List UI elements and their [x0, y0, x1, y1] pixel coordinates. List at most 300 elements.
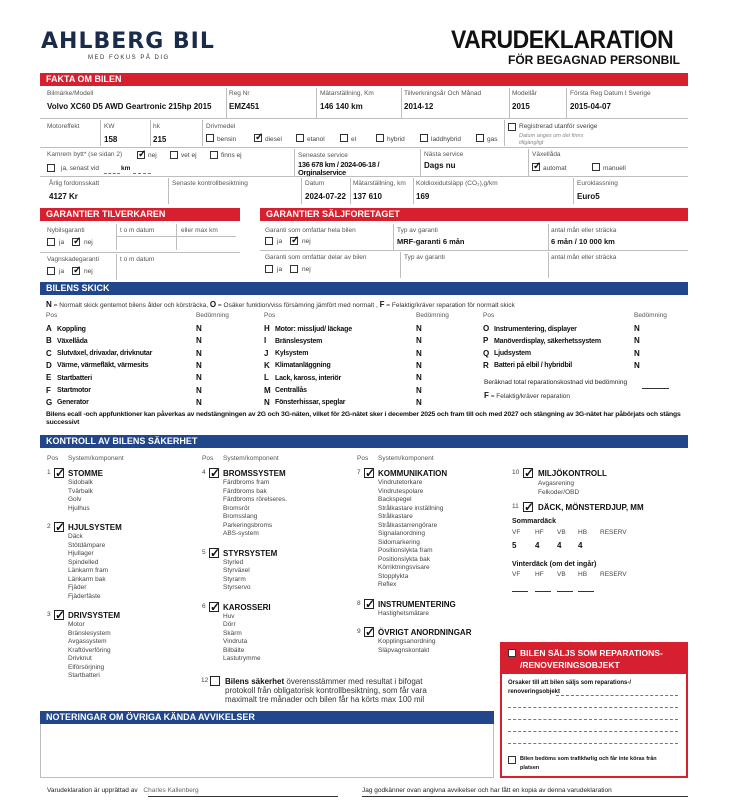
vinter-blank-3[interactable] [578, 591, 594, 592]
kontroll-col1-sys-label: System/komponent [68, 455, 124, 462]
skick-col1-name-1: Växellåda [57, 337, 88, 345]
kontroll-col3-pos-label: Pos [357, 455, 369, 462]
kontroll-11-title: DÄCK, MÖNSTERDJUP, MM [538, 503, 644, 512]
vinter-blank-2[interactable] [557, 591, 573, 592]
skick-note: Bilens ecall -och appfunktioner kan påverkas av nedstängningen av 2G och 3G-näten, vilket för 2G-nätet sker i december 2025 och fram till och med 2027 och stängning av 3G-nätet har påbörjats och stängs successivt [46, 411, 681, 426]
kontroll-11-checkbox[interactable] [523, 502, 533, 512]
skick-col2-grade-3: N [416, 360, 422, 370]
vinterdack-label: Vinterdäck (om det ingår) [512, 561, 597, 568]
nybil-tom-label: t o m datum [120, 227, 155, 234]
vinter-header-0: VF [512, 571, 521, 578]
kamrem-senast-checkbox[interactable] [47, 164, 55, 172]
kontroll-7-item-0: Vindrutetorkare [378, 479, 423, 486]
kontroll-3-title: DRIVSYSTEM [68, 611, 121, 620]
drivmedel-0-checkbox[interactable] [206, 134, 214, 142]
repair-box [500, 642, 688, 778]
vagnskada-tom-label: t o m datum [120, 256, 155, 263]
repair-confirm2: platsen [520, 765, 540, 771]
skick-col1-letter-1: B [46, 336, 52, 346]
skick-col2-grade-5: N [416, 385, 422, 395]
kontroll-1-item-2: Golv [68, 496, 82, 503]
delar-nej-checkbox[interactable] [290, 265, 298, 273]
fakta-label-0: Bilmärke/Modell [47, 90, 94, 97]
kontroll-6-num: 6 [202, 602, 206, 610]
kontroll-11-num: 11 [512, 503, 519, 510]
drivmedel-2-checkbox[interactable] [296, 134, 304, 142]
kontroll-datum-label: Datum [305, 180, 325, 187]
kamrem-0-label: nej [148, 152, 157, 159]
skick-heading: BILENS SKICK [40, 282, 688, 295]
repair-orsak1: Orsaker till att bilen säljs som reparations-/ [508, 680, 632, 686]
garantier-saljforetaget-heading: GARANTIER SÄLJFORETAGET [260, 208, 688, 221]
kontroll-5-title: STYRSYSTEM [223, 548, 278, 558]
kontroll-4-item-2: Färdbroms rörelseres. [223, 496, 287, 503]
kamrem-senast-label: ja, senast vid [61, 165, 99, 172]
kontroll-7-item-1: Vindrutespolare [378, 487, 424, 495]
delar-nej-label: nej [302, 266, 311, 273]
co2-label: Koldioxidutsläpp (CO₂),g/km [416, 180, 498, 187]
kw-label: KW [104, 123, 115, 130]
skick-col1-letter-6: G [46, 397, 53, 407]
vinter-blank-0[interactable] [512, 591, 528, 592]
kontroll-3-checkbox-check-icon: ✓ [55, 608, 66, 622]
kamrem-0-checkbox[interactable] [137, 151, 145, 159]
kamrem-1-label: vet ej [181, 152, 197, 159]
sommar-header-1: HF [535, 529, 544, 536]
typ-garanti-value: MRF-garanti 6 mån [397, 237, 465, 246]
drivmedel-1-checkbox-check-icon: ✓ [255, 132, 264, 143]
drivmedel-1-checkbox[interactable] [254, 134, 262, 142]
nybil-ja-checkbox[interactable] [47, 238, 55, 246]
kostnad-label: Beräknad total reparationskostnad vid bedömning [484, 379, 628, 386]
kontroll-8-checkbox[interactable] [364, 596, 376, 611]
kontroll-1-checkbox-check-icon: ✓ [55, 466, 66, 480]
kontroll-1-num: 1 [47, 469, 51, 476]
kontroll-4-num: 4 [202, 469, 206, 476]
kontroll-8-item-0: Hastighetsmätare [378, 609, 429, 617]
vaxel-1-label: manuell [603, 165, 626, 172]
kontroll-10-item-1: Felkoder/OBD [538, 488, 580, 496]
hela-label: Garanti som omfattar hela bilen [265, 227, 356, 234]
drivmedel-4-label: hybrid [387, 136, 405, 143]
skick-col1-letter-5: F [46, 385, 51, 395]
drivmedel-2-label: etanol [307, 136, 325, 143]
skick-col2-letter-5: M [264, 385, 271, 395]
nybil-ja-label: ja [59, 239, 65, 246]
kontroll-6-checkbox-check-icon: ✓ [210, 599, 221, 614]
sakerhet-num: 12 [201, 677, 209, 684]
skick-col1-grade-4: N [196, 373, 202, 383]
kontroll-3-item-5: Elförsörjning [68, 663, 105, 671]
kontroll-7-item-3: Strålkastare inställning [378, 504, 444, 512]
drivmedel-5-label: laddhybrid [431, 136, 461, 143]
hela-nej-label: nej [302, 238, 311, 245]
hela-nej-checkbox[interactable]: ✓ [291, 235, 300, 246]
skick-col3-letter-0: O [483, 324, 490, 333]
registrerad-checkbox[interactable] [508, 123, 516, 131]
sommar-header-3: HB [578, 529, 588, 536]
skick-col3-grade-0: N [634, 324, 640, 333]
skick-col1-bed-label: Bedömning [196, 312, 229, 319]
vaxel-0-label: automat [543, 165, 567, 172]
euro-value: Euro5 [577, 192, 600, 201]
vinter-header-4: RESERV [600, 571, 627, 578]
skick-col3-letter-2: Q [483, 348, 490, 358]
fakta-divider-0 [226, 88, 227, 118]
garantier-tillverkaren-heading: GARANTIER TILVERKAREN [40, 208, 240, 221]
kontroll-1-item-3: Hjulhus [68, 504, 90, 512]
kontroll-9-num: 9 [357, 628, 361, 635]
kw-value: 158 [104, 135, 118, 144]
kontroll-5-checkbox[interactable] [209, 545, 221, 560]
vinter-header-1: HF [535, 571, 544, 578]
delar-ja-label: ja [277, 266, 283, 273]
skick-col3-name-0: Instrumentering, displayer [494, 325, 577, 333]
kontroll-5-item-3: Styrservo [223, 584, 251, 591]
sommar-value-2: 4 [557, 541, 562, 550]
skick-col2-letter-0: H [264, 324, 270, 333]
kontroll-2-item-4: Länkarm fram [68, 567, 109, 574]
brand-logo: AHLBERG BIL [41, 29, 215, 54]
sakerhet-checkbox[interactable] [210, 676, 220, 686]
skick-legend: N = Normalt skick gentemot bilens ålder och körsträcka, O = Osäker funktion/viss försämring jämfört med normalt , F = Felaktig/kräver reparation för normalt skick [46, 300, 515, 309]
vagnskada-label: Vagnskadegaranti [47, 256, 99, 263]
fakta-divider-2 [401, 88, 402, 118]
skick-col2-grade-1: N [416, 336, 422, 346]
kontroll-9-title: ÖVRIGT ANORDNINGAR [378, 628, 472, 637]
skick-col3-bed-label: Bedömning [634, 312, 667, 319]
kontroll-10-item-0: Avgasrening [538, 480, 575, 487]
skick-col2-name-5: Centrallås [275, 387, 307, 394]
kontroll-9-checkbox[interactable] [364, 627, 374, 637]
repair-title1: BILEN SÄLJS SOM REPARATIONS- [520, 648, 663, 658]
skick-col1-grade-2: N [196, 348, 202, 358]
drivmedel-3-checkbox[interactable] [340, 134, 348, 142]
kontroll-5-item-0: Styrled [223, 558, 244, 566]
fakta-divider-3 [509, 88, 510, 118]
kontroll-2-num: 2 [47, 523, 51, 530]
skick-col3-pos-label: Pos [483, 312, 495, 319]
kontroll-7-item-8: Positionslykta fram [378, 547, 433, 554]
fakta-divider-1 [316, 88, 317, 118]
kontroll-3-item-0: Motor [68, 621, 85, 628]
nybil-eller-label: eller max km [181, 227, 218, 234]
skick-col2-grade-6: N [416, 397, 422, 407]
hela-ja-label: ja [277, 238, 283, 245]
fakta-value-3: 2014-12 [404, 102, 434, 111]
skick-col1-name-3: Värme, värmefläkt, värmesits [57, 362, 149, 370]
kontroll-11-checkbox-check-icon: ✓ [524, 500, 535, 514]
sakerhet-line1: Bilens säkerhet överensstämmer med resultat i bifogat [225, 677, 423, 686]
skick-col1-letter-3: D [46, 360, 52, 370]
kontroll-3-item-4: Drivknut [68, 655, 92, 662]
fakta-label-3: Tillverkningsår Och Månad [404, 90, 482, 97]
kontroll-4-title: BROMSSYSTEM [223, 469, 286, 478]
drivmedel-label: Drivmedel [206, 123, 236, 130]
kontroll-6-checkbox[interactable] [209, 599, 221, 614]
kontroll-8-num: 8 [357, 599, 361, 607]
kamrem-2-checkbox[interactable] [210, 151, 218, 159]
skick-col2-letter-3: K [264, 360, 270, 370]
kontroll-3-item-3: Kraftöverföring [68, 646, 111, 654]
kontroll-4-checkbox-check-icon: ✓ [210, 466, 221, 480]
skick-col1-pos-label: Pos [46, 312, 58, 319]
typ-garanti-label: Typ av garanti [397, 227, 438, 234]
kontroll-4-item-6: ABS-system [223, 530, 259, 537]
sakerhet-line3: maximalt tre månader och bilen får ha körts max 100 mil [225, 695, 425, 704]
delar-antal-label: antal mån eller sträcka [551, 254, 617, 261]
sakerhet-line2: protokoll från obligatorisk kontrollbesiktning, som får vara [225, 686, 427, 695]
kontroll-col2-sys-label: System/komponent [223, 455, 279, 462]
skick-col1-grade-0: N [196, 324, 202, 333]
kontroll-7-item-2: Backspegel [378, 496, 412, 503]
trafikfarlig-checkbox[interactable] [508, 756, 516, 764]
motoreffekt-label: Motoreffekt [47, 123, 80, 130]
kamrem-label: Kamrem bytt* (se sidan 2) [47, 151, 123, 158]
service-label: Seneaste service [298, 152, 348, 159]
skick-col1-grade-1: N [196, 336, 202, 346]
footer-godkanner: Jag godkänner ovan angivna avvikelser och har fått en kopia av denna varudeklaration [362, 787, 612, 794]
kontroll-7-num: 7 [357, 469, 361, 476]
kontroll-7-item-4: Strålkastare [378, 513, 413, 520]
skick-col1-grade-3: N [196, 360, 202, 370]
skick-col1-name-2: Slutväxel, drivaxlar, drivknutar [57, 350, 153, 358]
skick-col1-name-5: Startmotor [57, 387, 91, 394]
skick-col1-name-0: Koppling [57, 325, 86, 333]
repair-checkbox[interactable] [508, 649, 516, 657]
kontroll-1-item-1: Tvärbalk [68, 487, 93, 495]
skick-col2-grade-2: N [416, 348, 422, 358]
kontroll-6-item-5: Lastutrymme [223, 655, 261, 662]
kamrem-km-label: km [121, 165, 131, 172]
kontroll-6-item-3: Vindruta [223, 638, 248, 645]
delar-label: Garanti som omfattar delar av bilen [265, 254, 367, 261]
kontroll-9-item-0: Kopplingsanordning [378, 638, 436, 645]
kontroll-7-item-5: Strålkastarrengörare [378, 521, 438, 529]
kontroll-matar-label: Mätarställning, km [353, 180, 406, 187]
vinter-blank-1[interactable] [535, 591, 551, 592]
kontroll-10-checkbox-check-icon: ✓ [524, 466, 535, 480]
skick-col1-name-6: Generator [57, 399, 89, 407]
skick-col1-letter-0: A [46, 324, 52, 333]
skick-col3-name-3: Batteri på elbil / hybridbil [494, 362, 573, 370]
skick-col2-grade-4: N [416, 373, 422, 383]
nybil-label: Nybilsgaranti [47, 227, 85, 234]
fakta-label-2: Mätarställning, Km [320, 90, 374, 97]
skick-col3-letter-1: P [483, 336, 489, 346]
kontroll-2-checkbox[interactable] [54, 522, 64, 532]
kontroll-3-item-1: Bränslesystem [68, 629, 111, 637]
kamrem-2-label: finns ej [221, 152, 242, 159]
kontroll-6-item-0: Huv [223, 612, 235, 620]
kontroll-2-item-7: Fjäderfäste [68, 592, 101, 600]
skick-col2-letter-1: I [264, 336, 267, 346]
kontroll-4-item-4: Bromsslang [223, 513, 258, 520]
skick-col2-name-6: Fönsterhissar, speglar [275, 399, 346, 407]
vaxellada-label: Växellåda [532, 151, 561, 158]
f-legend: F = Felaktig/kräver reparation [484, 391, 571, 400]
document-subtitle: FÖR BEGAGNAD PERSONBIL [508, 53, 681, 67]
kontroll-col2-pos-label: Pos [202, 455, 214, 462]
sommardack-label: Sommardäck [512, 518, 556, 525]
kontroll-2-item-1: Stötdämpare [68, 541, 106, 549]
drivmedel-6-checkbox[interactable] [476, 134, 484, 142]
kontroll-2-item-3: Spindelled [68, 558, 99, 566]
service-value: 136 678 km / 2024-06-18 / Orginalservice [298, 160, 380, 177]
hk-value: 215 [153, 135, 167, 144]
kontroll-1-title: STOMME [68, 469, 103, 478]
kontroll-2-title: HJULSYSTEM [68, 523, 122, 532]
kontroll-9-checkbox-check-icon: ✓ [365, 625, 376, 639]
kontroll-3-num: 3 [47, 611, 51, 618]
kontroll-5-item-2: Styrarm [223, 575, 246, 583]
skick-col2-pos-label: Pos [264, 312, 276, 319]
antal-label: antal mån eller sträcka [551, 227, 617, 234]
skick-col2-letter-6: N [264, 397, 270, 407]
kontroll-4-item-3: Bromsrör [223, 504, 250, 512]
repair-confirm1: Bilen bedöms som trafikfarlig och får inte köras från [520, 756, 657, 762]
skick-col2-letter-4: L [264, 373, 269, 383]
kontroll-6-item-1: Dörr [223, 621, 236, 628]
skatt-label: Årlig fordonsskatt [49, 180, 100, 187]
kontroll-col3-sys-label: System/komponent [378, 455, 434, 462]
kontroll-4-item-5: Parkeringsbroms [223, 521, 273, 529]
skick-col2-grade-0: N [416, 324, 422, 333]
kamrem-0-checkbox-check-icon: ✓ [138, 149, 147, 160]
kontroll-heading: KONTROLL AV BILENS SÄKERHET [40, 435, 688, 448]
kontroll-8-checkbox-check-icon: ✓ [365, 596, 376, 611]
kontroll-2-item-2: Hjullager [68, 550, 94, 557]
kontroll-8-title: INSTRUMENTERING [378, 599, 456, 609]
kontroll-col1-pos-label: Pos [47, 455, 59, 462]
kontroll-7-checkbox[interactable] [364, 468, 374, 478]
skick-col3-name-1: Manöverdisplay, säkerhetssystem [494, 337, 601, 345]
kontroll-3-item-6: Startbatteri [68, 672, 100, 679]
kontroll-10-checkbox[interactable] [523, 468, 533, 478]
drivmedel-6-label: gas [487, 136, 498, 143]
vinter-header-3: HB [578, 571, 588, 578]
noteringar-box[interactable] [40, 724, 494, 778]
kontroll-9-item-1: Släpvagnskontakt [378, 646, 430, 654]
kontroll-4-item-1: Färdbroms bak [223, 487, 267, 495]
kontroll-7-item-10: Körriktningsvisare [378, 564, 430, 571]
vaxel-0-checkbox-check-icon: ✓ [533, 161, 542, 172]
kontroll-label: Senaste kontrollbesiktning [172, 180, 248, 187]
skick-col2-name-3: Klimatanläggning [275, 362, 331, 370]
skick-col3-grade-1: N [634, 336, 640, 346]
nybil-nej-checkbox[interactable]: ✓ [73, 236, 82, 247]
skick-col2-name-1: Bränslesystem [275, 337, 323, 345]
kontroll-2-item-0: Däck [68, 533, 83, 540]
drivmedel-4-checkbox[interactable] [376, 134, 384, 142]
skick-col3-letter-3: R [483, 360, 489, 370]
skick-col3-name-2: Ljudsystem [494, 350, 531, 358]
kontroll-7-item-7: Sidomarkering [378, 538, 420, 546]
kontroll-1-item-0: Sidobalk [68, 479, 93, 486]
footer-upprattad: Varudeklaration är upprättad av Charles Kallenberg [47, 787, 199, 794]
skick-col1-letter-4: E [46, 373, 52, 383]
drivmedel-3-label: el [351, 136, 357, 143]
kontroll-matar-value: 137 610 [353, 192, 382, 201]
kontroll-6-item-4: Bilbälte [223, 646, 245, 654]
kontroll-4-item-0: Färdbroms fram [223, 479, 270, 486]
repair-orsak2: renoveringsobjekt [508, 689, 561, 695]
vagnskada-ja-checkbox[interactable] [47, 267, 55, 275]
kontroll-2-item-6: Fjäder [68, 584, 87, 591]
sommar-header-0: VF [512, 529, 521, 536]
skick-col2-bed-label: Bedömning [416, 312, 449, 319]
vaxel-1-checkbox[interactable] [592, 163, 600, 171]
kontroll-1-checkbox[interactable] [54, 468, 64, 478]
skick-col3-grade-3: N [634, 360, 640, 370]
vagnskada-nej-checkbox[interactable]: ✓ [73, 265, 82, 276]
kontroll-4-checkbox[interactable] [209, 468, 219, 478]
skick-col1-grade-6: N [196, 397, 202, 407]
fakta-divider-4 [566, 88, 567, 118]
skick-col2-name-4: Lack, kaross, interiör [275, 374, 342, 382]
document-title: VARUDEKLARATION [451, 26, 674, 54]
delar-typ-label: Typ av garanti [404, 254, 445, 261]
kontroll-datum-value: 2024-07-22 [305, 192, 346, 201]
antal-value: 6 mån / 10 000 km [551, 237, 615, 246]
hela-ja-checkbox[interactable] [265, 237, 273, 245]
kontroll-6-title: KAROSSERI [223, 602, 271, 612]
skick-col2-name-0: Motor: missljud/ läckage [275, 325, 352, 333]
fakta-label-4: Modellår [512, 90, 537, 97]
kontroll-3-item-2: Avgassystem [68, 638, 107, 645]
brand-tagline: MED FOKUS PÅ DIG [88, 55, 170, 61]
repair-title2: /RENOVERINGSOBJEKT [520, 660, 620, 670]
skick-col1-letter-2: C [46, 348, 52, 358]
noteringar-heading: NOTERINGAR OM ÖVRIGA KÄNDA AVVIKELSER [40, 711, 494, 724]
nybil-nej-label: nej [84, 239, 93, 246]
drivmedel-5-checkbox[interactable] [420, 134, 428, 142]
fakta-value-4: 2015 [512, 102, 530, 111]
kamrem-1-checkbox[interactable] [170, 151, 178, 159]
fakta-label-1: Reg Nr [229, 90, 250, 97]
sommar-header-4: RESERV [600, 529, 627, 536]
kontroll-3-checkbox[interactable] [54, 610, 64, 620]
drivmedel-1-label: diesel [265, 136, 282, 143]
fakta-heading: FAKTA OM BILEN [40, 73, 688, 86]
skick-col2-letter-2: J [264, 348, 269, 358]
kontroll-10-title: MILJÖKONTROLL [538, 469, 607, 478]
co2-value: 169 [416, 192, 430, 201]
kontroll-6-item-2: Skärm [223, 629, 242, 637]
vaxel-0-checkbox[interactable] [532, 163, 540, 171]
sommar-header-2: VB [557, 529, 566, 536]
vinter-header-2: VB [557, 571, 566, 578]
fakta-value-1: EMZ451 [229, 102, 260, 111]
delar-ja-checkbox[interactable] [265, 265, 273, 273]
kontroll-5-num: 5 [202, 548, 206, 556]
fakta-value-2: 146 140 km [320, 102, 363, 111]
kontroll-2-checkbox-check-icon: ✓ [55, 520, 66, 534]
kontroll-10-num: 10 [512, 469, 520, 476]
euro-label: Euroklassning [577, 180, 618, 187]
skick-col2-name-2: Kylsystem [275, 350, 309, 358]
skick-col3-grade-2: N [634, 348, 640, 358]
skick-col1-name-4: Startbatteri [57, 374, 92, 382]
hk-label: hk [153, 123, 160, 130]
kontroll-7-title: KOMMUNIKATION [378, 469, 448, 478]
fakta-value-0: Volvo XC60 D5 AWD Geartronic 215hp 2015 [47, 102, 212, 111]
skick-col1-grade-5: N [196, 385, 202, 395]
fakta-label-5: Första Reg Datum I Sverige [570, 90, 651, 97]
skatt-value: 4127 Kr [49, 192, 78, 201]
fakta-value-5: 2015-04-07 [570, 102, 611, 111]
nasta-service-value: Dags nu [424, 161, 456, 170]
